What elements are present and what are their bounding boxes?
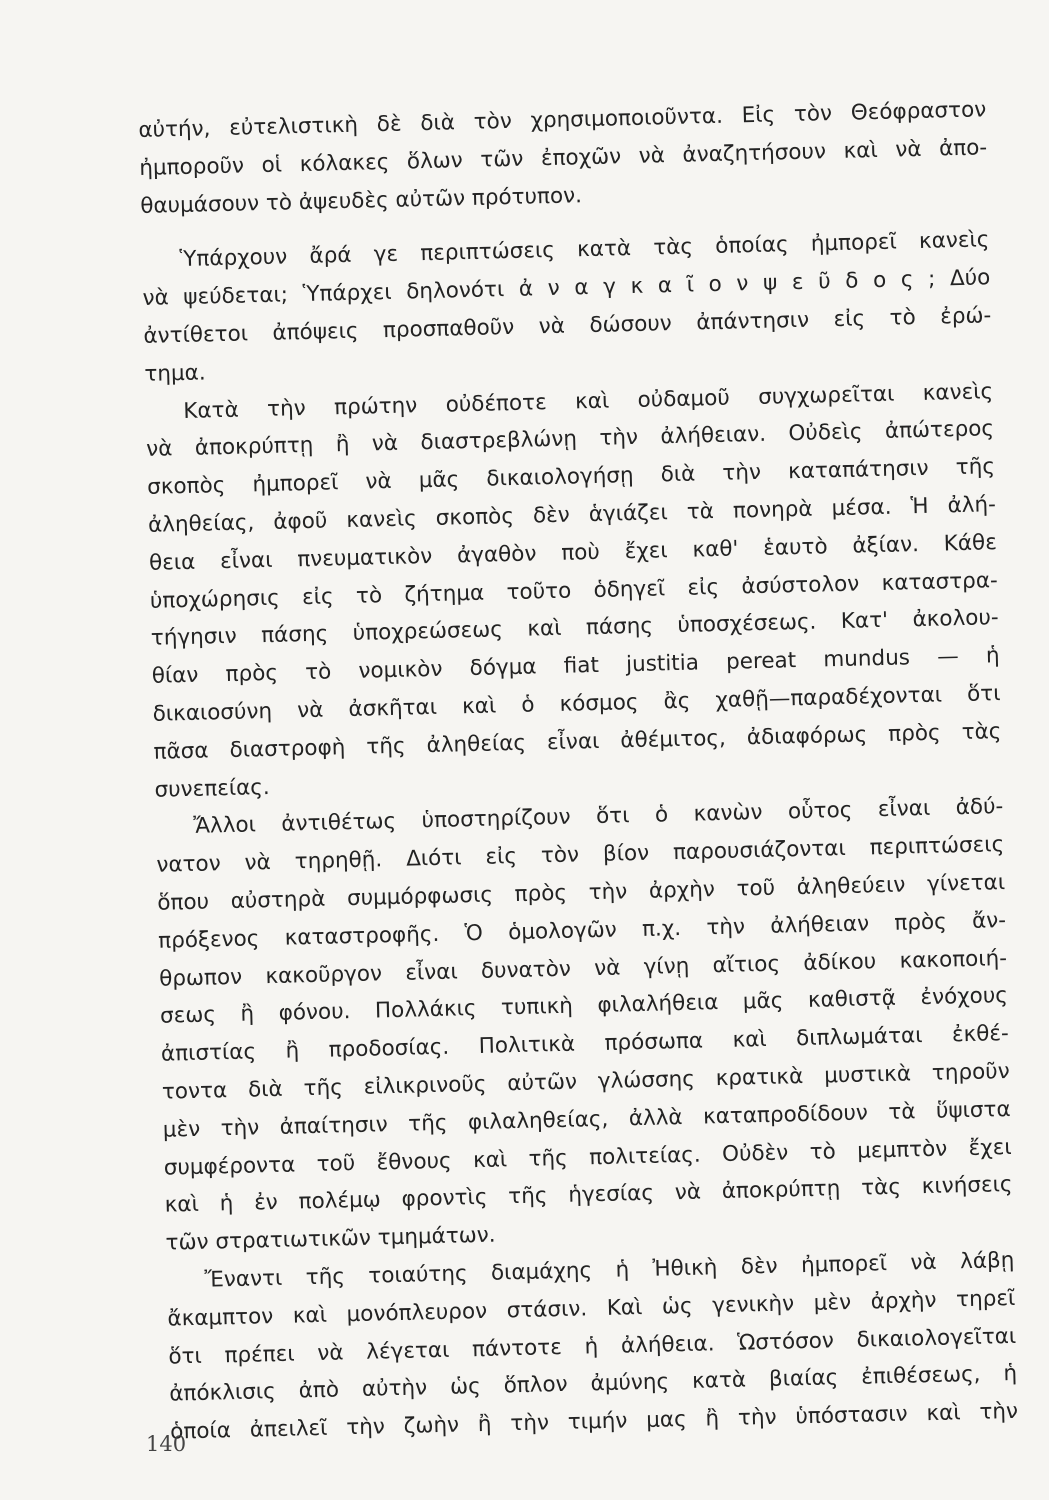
text-line: ἀληθείας, ἀφοῦ κανεὶς σκοπὸς δὲν ἁγιάζει τὰ πονηρὰ μέσα. Ἡ ἀλή- [147, 492, 997, 538]
text-line: νὰ ἀποκρύπτῃ ἢ νὰ διαστρεβλώνῃ τὴν ἀλήθειαν. Οὐδεὶς ἀπώτερος [145, 416, 995, 463]
paragraph [145, 373, 1003, 809]
text-line: πρόξενος καταστροφῆς. Ὁ ὁμολογῶν π.χ. τὴν ἀλήθειαν πρὸς ἄν- [157, 907, 1007, 954]
text-line: τῶν στρατιωτικῶν τμημάτων. [165, 1222, 496, 1256]
page-number: 140 [146, 1432, 187, 1456]
text-line: ἀντίθετοι ἀπόψεις προσπαθοῦν νὰ δώσουν ἀπάντησιν εἰς τὸ ἐρώ- [143, 303, 992, 349]
text-line: πᾶσα διαστροφὴ τῆς ἀληθείας εἶναι ἀθέμιτος, ἀδιαφόρως πρὸς τὰς [153, 718, 1002, 765]
text-line: θεια εἶναι πνευματικὸν ἀγαθὸν ποὺ ἔχει καθ' ἑαυτὸ ἀξίαν. Κάθε [148, 529, 998, 576]
text-line: Κατὰ τὴν πρώτην οὐδέποτε καὶ οὐδαμοῦ συγχωρεῖται κανεὶς [183, 378, 994, 424]
text-line: νατον νὰ τηρηθῇ. Διότι εἰς τὸν βίον παρουσιάζονται περιπτώσεις [156, 832, 1005, 878]
text-line: ἀπόκλισις ἀπὸ αὐτὴν ὡς ὅπλον ἀμύνης κατὰ βιαίας ἐπιθέσεως, ἡ [169, 1361, 1018, 1407]
text-line: τήγησιν πάσης ὑποχρεώσεως καὶ πάσης ὑποσχέσεως. Κατ' ἀκολου- [150, 605, 999, 652]
text-line: συνεπείας. [154, 774, 271, 803]
text-line: ὅτι πρέπει νὰ λέγεται πάντοτε ἡ ἀλήθεια. Ὡστόσον δικαιολογεῖται [168, 1323, 1017, 1370]
paragraph [166, 1242, 1018, 1452]
text-line: Ἔναντι τῆς τοιαύτης διαμάχης ἡ Ἠθικὴ δὲν ἠμπορεῖ νὰ λάβῃ [204, 1247, 1015, 1293]
paragraph [141, 222, 992, 394]
text-line: ὁποία ἀπειλεῖ τὴν ζωὴν ἢ τὴν τιμήν μας ἢ τὴν ὑπόστασιν καὶ τὴν [169, 1398, 1019, 1445]
text-line: ἀπιστίας ἢ προδοσίας. Πολιτικὰ πρόσωπα καὶ διπλωμάται ἐκθέ- [160, 1021, 1010, 1067]
text-line: σεως ἢ φόνου. Πολλάκις τυπικὴ φιλαλήθεια μᾶς καθιστᾷ ἐνόχους [159, 983, 1009, 1030]
text-line: θίαν πρὸς τὸ νομικὸν δόγμα fiat justitia pereat mundus — ἡ [151, 643, 1000, 689]
text-line: συμφέροντα τοῦ ἔθνους καὶ τῆς πολιτείας. Οὐδὲν τὸ μεμπτὸν ἔχει [163, 1134, 1012, 1181]
text-line: νὰ ψεύδεται; Ὑπάρχει δηλονότι ἀ ν α γ κ α ῖ ο ν ψ ε ῦ δ ο ς ; Δύο [142, 265, 991, 312]
text-line: καὶ ἡ ἐν πολέμῳ φροντὶς τῆς ἡγεσίας νὰ ἀποκρύπτῃ τὰς κινήσεις [164, 1172, 1013, 1218]
text-line: ὅπου αὐστηρὰ συμμόρφωσις πρὸς τὴν ἀρχὴν τοῦ ἀληθεύειν γίνεται [157, 869, 1006, 916]
text-line: Ἄλλοι ἀντιθέτως ὑποστηρίζουν ὅτι ὁ κανὼν οὗτος εἶναι ἀδύ- [193, 794, 1004, 840]
text-line: θρωπον κακοῦργον εἶναι δυνατὸν νὰ γίνῃ αἴτιος ἀδίκου κακοποιή- [158, 945, 1008, 992]
text-line: μὲν τὴν ἀπαίτησιν τῆς φιλαληθείας, ἀλλὰ καταπροδίδουν τὰ ὕψιστα [162, 1096, 1011, 1143]
text-line: σκοπὸς ἠμπορεῖ νὰ μᾶς δικαιολογήσῃ διὰ τὴν καταπάτησιν τῆς [146, 454, 996, 501]
text-line: ἄκαμπτον καὶ μονόπλευρον στάσιν. Καὶ ὡς γενικὴν μὲν ἀρχὴν τηρεῖ [167, 1285, 1016, 1332]
text-line: ὑποχώρησις εἰς τὸ ζήτημα τοῦτο ὁδηγεῖ εἰς ἀσύστολον καταστρα- [149, 567, 999, 614]
paragraph [155, 788, 1014, 1262]
text-line: δικαιοσύνη νὰ ἀσκῆται καὶ ὁ κόσμος ἂς χαθῇ—παραδέχονται ὅτι [152, 681, 1001, 727]
text-line: ἠμποροῦν οἱ κόλακες ὅλων τῶν ἐποχῶν νὰ ἀναζητήσουν καὶ νὰ ἀπο- [139, 135, 988, 181]
text-line: τοντα διὰ τῆς εἰλικρινοῦς αὐτῶν γλώσσης κρατικὰ μυστικὰ τηροῦν [161, 1058, 1011, 1105]
paragraph [138, 91, 989, 225]
text-line: τημα. [144, 360, 206, 387]
text-line: Ὑπάρχουν ἄρά γε περιπτώσεις κατὰ τὰς ὁποίας ἠμπορεῖ κανεὶς [179, 227, 990, 273]
body-text [138, 91, 1018, 1451]
text-line: αὐτήν, εὐτελιστικὴ δὲ διὰ τὸν χρησιμοποιοῦντα. Εἰς τὸν Θεόφραστον [138, 97, 987, 143]
text-line: θαυμάσουν τὸ ἀψευδὲς αὐτῶν πρότυπον. [139, 182, 583, 219]
